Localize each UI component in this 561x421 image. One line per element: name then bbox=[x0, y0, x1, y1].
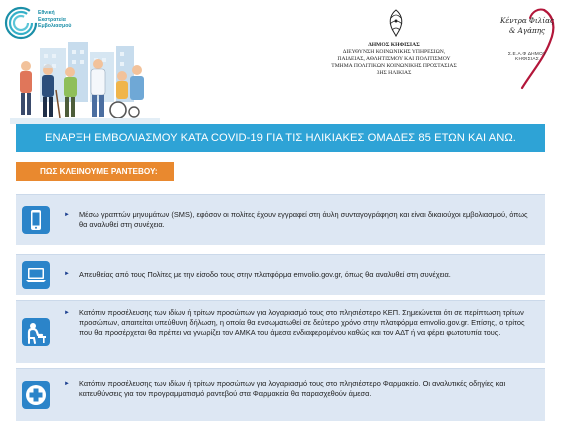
person-desk-icon bbox=[22, 318, 50, 346]
municipality-line: 3ΗΣ ΗΛΙΚΙΑΣ bbox=[376, 70, 412, 76]
municipality-line: ΠΑΙΔΕΙΑΣ, ΑΘΛΗΤΙΣΜΟΥ ΚΑΙ ΠΟΛΙΤΙΣΜΟΥ bbox=[337, 56, 451, 62]
logo-line: Εθνική bbox=[38, 10, 55, 16]
municipality-text bbox=[300, 42, 488, 77]
pharmacy-cross-icon bbox=[22, 381, 50, 409]
bullet-icon: ► bbox=[64, 271, 70, 277]
section-heading: ΠΩΣ ΚΛΕΙΝΟΥΜΕ ΡΑΝΤΕΒΟΥ: bbox=[16, 162, 174, 181]
municipality-line: ΔΙΕΥΘΥΝΣΗ ΚΟΙΝΩΝΙΚΗΣ ΥΠΗΡΕΣΙΩΝ, bbox=[342, 49, 446, 55]
municipality-name: ΔΗΜΟΣ ΚΗΦΙΣΙΑΣ bbox=[368, 42, 420, 48]
kentra-line: Κέντρα Φιλίας bbox=[500, 16, 554, 25]
method-card-sms bbox=[16, 194, 545, 245]
method-text: Κατόπιν προσέλευσης των ιδίων ή τρίτων προσώπων για λογαριασμό τους στο πλησιέστερο Φαρμακείο. Οι αναλυτικές οδηγίες και κατευθύνσεις για τον προγραμματισμό ραντεβού στα Φαρμακεία θα παρασχεθούν άμεσα. bbox=[79, 379, 506, 398]
icon-tile bbox=[22, 206, 50, 234]
method-card-kep bbox=[16, 300, 545, 363]
page-title-banner: ΕΝΑΡΞΗ ΕΜΒΟΛΙΑΣΜΟΥ ΚΑΤΑ COVID-19 ΓΙΑ ΤΙΣ ΗΛΙΚΙΑΚΕΣ ΟΜΑΔΕΣ 85 ΕΤΩΝ ΚΑΙ ΑΝΩ. bbox=[16, 124, 545, 152]
elderly-people-illustration bbox=[10, 40, 160, 124]
icon-tile bbox=[22, 318, 50, 346]
method-text: Κατόπιν προσέλευσης των ιδίων ή τρίτων προσώπων για λογαριασμό τους στο πλησιέστερο ΚΕΠ. Σημειώνεται ότι σε περίπτωση τρίτων προσώπων, απαιτείται υπεύθυνη δήλωση, η οποία θα ενσωματωθεί σε δεύτερο χρόνο στην πλατφόρμα emvolio.gov.gr. Επίσης, ο τρίτος που θα προσέρχεται θα πρέπει να γνωρίζει τον ΑΜΚΑ του άμεσα ενδιαφερομένου καθώς και τον ΑΔΤ ή να φέρει φωτοτυπία τους. bbox=[79, 308, 525, 337]
bullet-icon: ► bbox=[64, 212, 70, 218]
kentra-subtitle: Σ.Ε.Α.Φ ΔΗΜΟΥ ΚΗΦΙΣΙΑΣ bbox=[507, 52, 547, 62]
header bbox=[0, 0, 561, 124]
method-card-platform bbox=[16, 254, 545, 295]
logo-line: Εμβολιασμού bbox=[38, 23, 72, 29]
bullet-icon: ► bbox=[64, 381, 70, 387]
bullet-icon: ► bbox=[64, 310, 70, 316]
kentra-title bbox=[500, 16, 554, 35]
phone-icon bbox=[22, 206, 50, 234]
kentra-line: & Αγάπης bbox=[508, 25, 546, 35]
method-text: Μέσω γραπτών μηνυμάτων (SMS), εφόσον οι πολίτες έχουν εγγραφεί στη άυλη συνταγογράφηση και είναι δικαιούχοι εμβολιασμού, όπως θα αναλυθεί στη συνέχεια. bbox=[79, 210, 528, 229]
method-card-pharmacy bbox=[16, 368, 545, 421]
icon-tile bbox=[22, 381, 50, 409]
municipality-emblem-icon bbox=[385, 8, 407, 38]
laptop-icon bbox=[22, 261, 50, 289]
icon-tile bbox=[22, 261, 50, 289]
vaccination-logo-text bbox=[38, 10, 71, 30]
method-text: Απευθείας από τους Πολίτες με την είσοδο τους στην πλατφόρμα emvolio.gov.gr, όπως θα αναλυθεί στη συνέχεια. bbox=[79, 270, 451, 279]
vaccination-logo-icon bbox=[4, 6, 38, 40]
logo-line: Εκστρατεία bbox=[38, 16, 66, 23]
municipality-line: ΤΜΗΜΑ ΠΟΛΙΤΙΚΩΝ ΚΟΙΝΩΝΙΚΗΣ ΠΡΟΣΤΑΣΙΑΣ bbox=[331, 63, 457, 69]
